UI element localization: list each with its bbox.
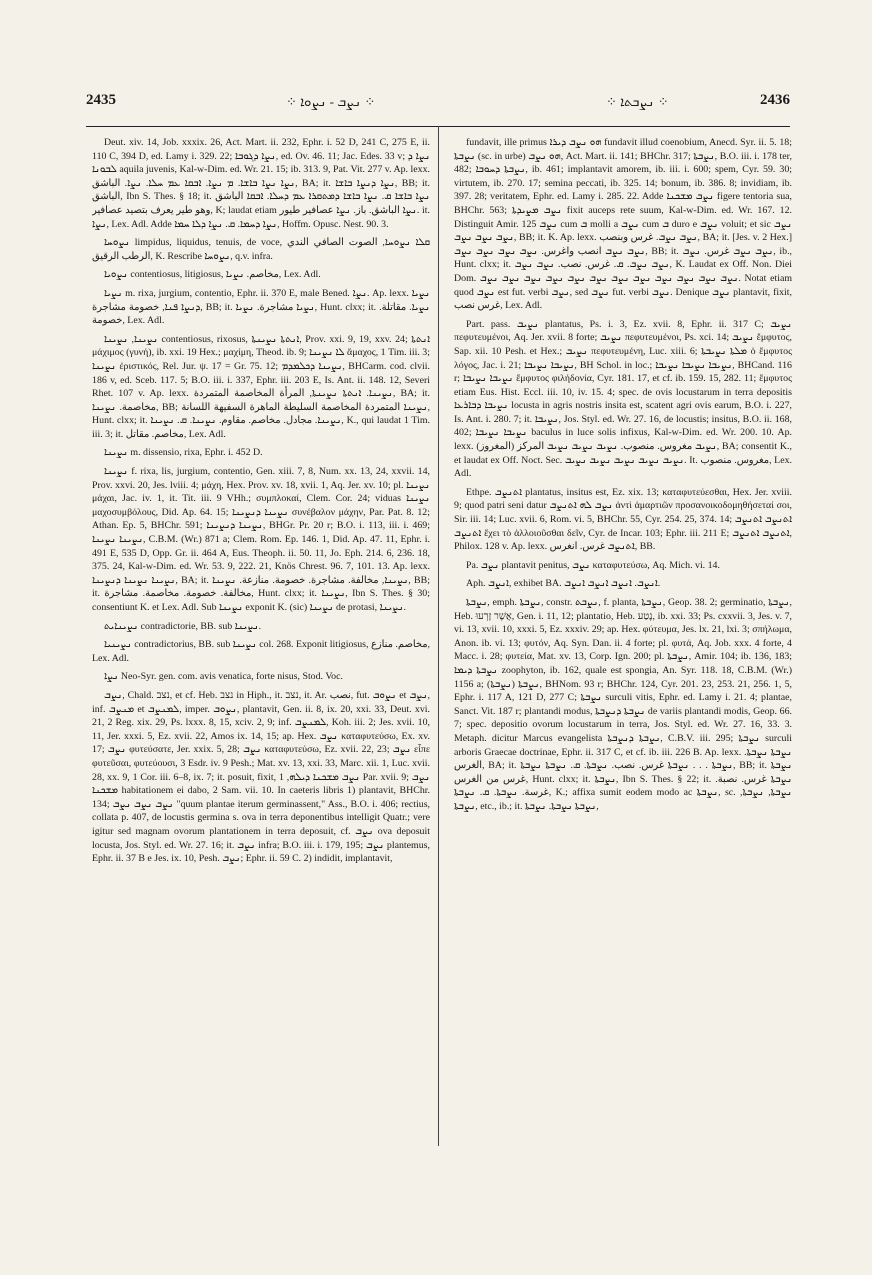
dictionary-entry: Deut. xiv. 14, Job. xxxix. 26, Act. Mart. ii. 232, Ephr. i. 52 D, 241 C, 275 E, ii. 110 C, 394 D, ed. Lamy i. 329. 22; ܢܨܐ ܕܓܘܒܐ, ed. Ov. 46. 11; Jac. Edes. 33 v; ܢܨܐ ܕ ܠܒܘܢܐ aquila juvenis, Kal-w-Dim. ed. Wr. 21. 15; ib. 313. 9, Pat. Vit. 277 v. Ap. lexx. ܢܨܐ ܢܨܐ ܒܐܫܐ. ܡ ܢܨܐ. ܐܒܩܐ ܥܡ ܚܠܐ. ܢܨܐ. الباشق, BA; it. ܢܨܐ ܕܢܨܐ ܒܐܫܐ, BB; it. الباشق, Ibn S. Thes. § 18; it. ܢܨܐ ܒܐܫܐ ܩ. ܢܨܐ ܒܐܫܐ ܕܡܬܩܪܐ ܥܡ ܕܚܠܐ. ܐܒܩܐ الباشق وهو طير يعرف بتصيد عصافير, K; laudat etiam ܢܨܐ الباشق. باز. ܢܨܐ عصافير طيور. it. ܢܨܐ, Lex. Adl. Adde ܢܨܐ ܕܚܡܐ. ܩ. ܢܨܐ ܕܠܐ ܚܡܐ, Hoffm. Opusc. Nest. 90. 3. <box>92 137 430 230</box>
dictionary-entry: fundavit, ille primus ܗܘ ܢܨܒ ܕܝܪܐ fundavit illud coenobium, Anecd. Syr. ii. 5. 18; ܢܨܒܬܐ (sc. in urbe) ܗܘ ܢܨܒ, Act. Mart. ii. 141; BHChr. 317; ܢܨܒܬܐ, B.O. iii. i. 178 ter, 482; ܢܨܒܬܐ ܕܚܘܒܐ, ib. 461; implantavit amorem, ib. iii. i. 600; spem, Cyr. 59. 30; virtutem, ib. 270. 17; semina peccati, ib. 325. 14; bonum, ib. 386. 8; invidiam, ib. 397. 28; veritatem, Ephr. ed. Lamy i. 285. 22. Adde ܢܨܒ ܡܫܟܢܐ figere tentoria sua, BHChr. 563; ܢܨܒ ܡܨܝܕܬܐ fixit auceps rete suum, Kal-w-Dim. ed. Wr. 167. 12. Distinguit Amir. 125 ܢܨܒ cum ܒ molli a ܢܨܒ cum ܒ duro e ܢܨܒ voluit; et sic ܢܨܒ ܢܨܒ ܢܨܒ ܢܨܒ, BB; it. K. Ap. lexx. ܢܨܒ ܢܨܒ. غرس وبنصب, BA; it. [Jes. v. 2 Hex.] ܢܨܒ ܢܨܒ انصب واغرس. ܢܨܒ ܢܨܒ ܢܨܒ ܢܨܒ, BB; it. ܢܨܒ ܢܨܒ غرس. ܢܨܒ, ib., Hunt. clxx; it. ܢܨܒ ܢܨܒ. ܩ. غرس. نصب. ܢܨܒ ܢܨܒ, K. Laudat ex Off. Non. Diei Dom. ܢܨܒ ܢܨܒ ܢܨܒ ܢܨܒ ܢܨܒ ܢܨܒ ܢܨܒ ܢܨܒ ܢܨܒ ܢܨܒ ܢܨܒ ܢܨܒ. Notat etiam quod ܢܨܒ est fut. verbi ܢܨܒ, sed ܢܨܒ fut. verbi ܢܨܒ. Denique ܢܨܒ plantavit, fixit, غرس نصب, Lex. Adl. <box>454 137 792 312</box>
dictionary-entry: ܢܨܝܢܐ, ܢܨܝܢܐ contentiosus, rixosus, ܐܢܬܬܐ ܢܨܝܢܬܐ, Prov. xxi. 9, 19, xxv. 24; ܐܢܬܬܐ μάχιμος (γυνή), ib. xxi. 19 Hex.; μαχίμη, Theod. ib. 9; ܠܐ ܢܨܝܢܐ ἄμαχος, 1 Tim. iii. 3; ܢܨܝܢܐ ἐριστικός, Rel. Jur. ψ. 17 = Gr. 75. 12; ܢܨܝܢܐ ܕܟܠܡܕܡ, BHCarm. cod. clvii. 186 v, ed. Sceb. 117. 5; B.O. iii. i. 337, Ephr. iii. 203 E, Is. Ant. ii. 148. 12, Severi Rhet. 107 v. Ap. lexx. ܢܨܝܢܐ. ܐܢܬܬܐ ܢܨܝܢܬܐ, المرأة المخاصمة المتمردة, BA; it. مخاصمة. ܢܨܝܢܐ, BB; ܢܨܝܢܐ المتمردة المخاصمة السليطة الماهرة السفيهة اللسانة, Hunt. clxx; it. ܢܨܝܢܐ. مجادل. مخاصم. مقاوم. ܢܨܝܢܐ. ܩ. ܢܨܝܢܐ, K., qui laudat 1 Tim. iii. 3; it. مخاصم. مقاتل, Lex. Adl. <box>92 333 430 440</box>
dictionary-entry: ܢܨܝܢܐܝܬ contradictorie, BB. sub ܢܨܝܢܐ. <box>104 620 262 632</box>
page-header <box>86 92 790 116</box>
column-divider <box>438 126 439 1146</box>
dictionary-entry: ܢܨܝܢܐ m. dissensio, rixa, Ephr. i. 452 D. <box>104 447 263 459</box>
left-column <box>92 136 430 1146</box>
dictionary-entry: ܢܨܒܬܐ, emph. ܢܨܒܬܐ, constr. ܢܨܒܬ, f. planta, ܢܨܒܬܐ, Geop. 38. 2; germinatio, ܢܨܒܬܐ, Heb. אֲשֶׁר זָרְעוּ, Gen. i. 11, 12; plantatio, Heb. נֶטַע, ib. xxi. 33; Ps. cxxvii. 3, Jes. v. 7, vi. 13, xvii. 10, xxxi. 5, Ez. xxxiv. 29; ap. Hex. φύτευμα, Jes. lx. 21, lxi. 3; σπήλωμα, Anon. ib. vi. 13; φυτόν, Aq. Syn. Dan. ii. 4 forte; pl. φυτά, Aq. Job. xxx. 4 forte, 4 Macc. i. 28; φυτεία, Mat. xv. 13, Corp. Ign. 200; pl. ܢܨܒܬܐ, Amir. 104; ib. 136, 183; ܢܨܒܬܐ ܕܝܡܐ zoophyton, ib. 162, quale est spongia, An. Syr. 118. 18, C.B.M. (Wr.) 1156 a; ܢܨܒܬܐ (ܢܨܒܬܐ), BHNom. 93 r; BHChr. 124, Cyr. 201. 23, 253. 21, 256. 1, 5, Ephr. i. 117 A, 121 D, 277 C; ܢܨܒܬܐ surculi vitis, Ephr. ed. Lamy i. 21. 4; plantae, Sanct. Vit. 187 r; plantandi modus, ܢܨܒܬܐ ܕܢܨܒܬܐ de variis plantandi modis, Geop. 66. 7; spec. depositio ovorum locustarum in terra, Jos. Styl. ed. Wr. 27. 16, 33. 3. Metaph. dicitur Marcus evangelista ܢܨܒܬܐ ܕܢܨܒܬܐ, C.B.V. iii. 295; ܢܨܒܬܐ surculi arboris Graecae doctrinae, Ephr. ii. 317 C, et cf. ib. iii. 226 B. Ap. lexx. ܢܨܒܬܐ ܢܨܒܬܐ. الغرس, BA; it. ܢܨܒܬܐ . . . ܢܨܒܬܐ غرس. نصب. ܢܨܒܬܐ. ܩ. ܢܨܒܬܐ ܢܨܒܬܐ, BB; it. ܢܨܒܬܐ غرس من الغرس, Hunt. clxx; it. ܢܨܒܬܐ, Ibn S. Thes. § 22; it. ܢܨܒܬܐ غرس. نصبة. غرسة. ܢܨܒܬܐ. ܩ. ܢܨܒܬܐ, K.; affixa sumit eodem modo ac ܢܨܒܬܐ, sc. ܢܨܒܬܐ, ܢܨܒܬܐ, ܢܨܒܬܐ, etc., ib.; it. ܢܨܒܬܐ ܢܨܒܬܐ. ܢܨܒܬܐ, <box>454 597 792 812</box>
dictionary-entry: Part. pass. ܢܨܝܒ plantatus, Ps. i. 3, Ez. xvii. 8, Ephr. ii. 317 C; ܢܨܝܒ πεφυτευμένοι, Aq. Jer. xvii. 8 forte; ܢܨܝܒ πεφυτευμένοι, Ps. xci. 14; ܢܨܝܒ ἔμφυτος, Sap. xii. 10 Pesh. et Hex.; ܢܨܝܒ πεφυτευμένη, Luc. xiii. 6; ܡܠܬܐ ܢܨܝܒܬܐ ὁ ἔμφυτος λόγος, Jac. i. 21; ܢܨܝܒܐ ܢܨܝܒܐ, BH Schol. in loc.; ܢܨܝܒܐ ܢܨܝܒܐ ܢܨܝܒܐ, BHCand. 116 r; ܢܨܝܒܐ ܢܨܝܒܐ ἔμφυτος φιλήδονία, Cyr. 181. 17, et cf. ib. 159. 15, 282. 11; ἔμφυτος etiam Eus. Hist. Eccl. iii. 10, iv. 15. 4; spec. de ovis locustarum in terra depositis ܢܨܝܒܐ ܕܒܐܪܥܐ locusta in agris nostris insita est, scatent agri ovis earum, B.O. i. 227, Is. Ant. i. 280. 7; it. ܢܨܝܒܐ, Jos. Styl. ed. Wr. 27. 16, de locustis; insitus, B.O. ii. 168, 402; ܢܨܝܒܐ ܢܨܝܒܐ baculus in luce solis infixus, Kal-w-Dim. ed. Wr. 200. 10. Ap. lexx. ܢܨܝܒ مغروس. منصوب. ܢܨܝܒ ܢܨܝܒ ܢܨܝܒ المركز (المغروز), BA; consentit K., et laudat ex Off. Noct. Sec. ܢܨܝܒ ܢܨܝܒ ܢܨܝܒ ܢܨܝܒ ܢܨܝܒ. It. مغروس. منصوب, Lex. Adl. <box>454 318 792 480</box>
right-column <box>454 136 792 1146</box>
right-running-head: ⁘ ܢܨܒܬܐ ⁘ <box>606 94 669 109</box>
dictionary-entry: ܢܨܝܢܐ f. rixa, lis, jurgium, contentio, Gen. xiii. 7, 8, Num. xx. 13, 24, xxvii. 14, Prov. xxvi. 20, Jes. lviii. 4; μάχη, Hex. Prov. xv. 18, xvii. 1, Aq. Jer. xv. 10; pl. ܢܨܝܢܐ μάχαι, Jac. iv. 1, it. Tit. iii. 9 VHh.; συμπλοκαί, Clem. Cor. 24; viduas ܢܨܝܢܐ μαχοσυμβόλους, Did. Ap. 64. 15; ܢܨܝܢܐ ܕܢܨܝܢܐ συνέβαλον μάχην, Par. Pat. 8. 12; Athan. Ep. 5, BHChr. 591; ܢܨܝܢܐ ܕܢܨܝܢܐ, BHGr. Pr. 20 r; B.O. i. 113, iii. i. 469; ܢܨܝܢܐ ܢܨܝܢܐ, C.B.M. (Wr.) 871 a; Clem. Rom. Ep. 146. 1, Did. Ap. 47. 11, Ephr. i. 491 E, 535 D, Opp. Gr. ii. 464 A, Eus. Theoph. ii. 50. 11, Jo. Eph. 214. 6, 236. 18, 375. 24, Kal-w-Dim. ed. Wr. 53. 9, 222. 21, Knös Chrest. 96. 7, 101. 13. Ap. lexx. ܢܨܝܢܐ ܢܨܝܢܐ ܕܢܨܝܢܐ, BA; it. ܢܨܝܢܐ, مخالفة. مشاجرة. خصومة. منازعة. ܢܨܝܢܐ, BB; it. مخالفة. خصومة. مخاصمة. مشاجرة, Hunt. clxx; it. ܢܨܝܢܐ, Ibn S. Thes. § 30; consentiunt K. et Lex. Adl. Sub ܢܨܝܢܐ exponit K. (sic) ܢܨܝܢܐ de protasi, ܢܨܝܢܐ. <box>92 466 430 613</box>
dictionary-entry: Ethpe. ܐܬܢܨܒ plantatus, insitus est, Ez. xix. 13; καταφυτεύεσθαι, Hex. Jer. xviii. 9; quod patri seni datur ܢܨܒ ܠܗ ܐܬܢܨܒ ἀντὶ ἁμαρτιῶν προσανοικοδομηθήσεταί σοι, Sir. iii. 14; Luc. xvii. 6, Rom. vi. 5, BHChr. 55, Cyr. 254. 25, 374. 14; ܐܬܢܨܒ ܐܬܢܨܒ ܐܬܢܨܒ ἔχει τὸ ἀλλοιοῦσθαι δεῖν, Cyr. de Incar. 103; Ephr. iii. 211 E; ܐܬܢܨܒ ܐܬܢܨܒ, Philox. 128 v. Ap. lexx. ܐܬܢܨܒ غرس. انغرس, BB. <box>454 486 792 553</box>
left-running-head: ⁘ ܢܨܒ - ܢܨܘܐ ⁘ <box>286 94 376 109</box>
dictionary-entry: ܢܨܝܢܝܐ contradictorius, BB. sub ܢܨܝܢܐ col. 268. Exponit litigiosus, مخاصم. منازع, Lex. Adl. <box>92 639 430 664</box>
dictionary-entry: ܢܨܘܝܐ contentiosus, litigiosus, مخاصم. ܢܨܝܐ, Lex. Adl. <box>104 269 321 281</box>
dictionary-entry: ܢܨܐ Neo-Syr. gen. com. avis venatica, forte nisus, Stod. Voc. <box>104 671 343 683</box>
dictionary-entry: Pa. ܢܨܒ plantavit penitus, ܢܨܒ καταφυτεύσω, Aq. Mich. vi. 14. <box>466 559 720 571</box>
left-page-number: 2435 <box>86 92 116 108</box>
dictionary-entry: ܢܨܒ, Chald. נצב, et cf. Heb. נצב in Hiph., it. נצב, it. Ar. نصب, fut. ܢܨܘܒ et ܢܨܒ, inf. ܡܢܨܒ et ܠܡܢܨܒ, imper. ܢܨܘܒ, plantavit, Gen. ii. 8, ix. 20, xxi. 33, Deut. xvi. 21, 2 Reg. xix. 29, Ps. lxxx. 8, 15, xciv. 2, 9; inf. ܠܡܢܨܒ, Koh. iii. 2; Jes. xvii. 10, 11, Jer. xxxi. 5, Ez. xvii. 22, Amos ix. 14, 15; ap. Hex. ܢܨܒ καταφυτεύσω, Ex. xv. 17; ܢܨܒ φυτεύσατε, Jer. xxix. 5, 28; ܢܨܒ καταφυτεύσω, Ez. xvii. 22, 23; ܢܨܒ εἶπε φυτεῦσαι, φυτεύουσι, 3 Esdr. iv. 9 Pesh.; Mat. xv. 13, xxi. 33, Marc. xii. 1, Luc. xvii. 28, xx. 9, 1 Cor. iii. 6–8, ix. 7; it. posuit, fixit, ܢܨܒ ܡܫܟܢܐ ܕܝܠܗ, 1 Par. xvii. 9; ܢܨܒ ܡܫܟܢܐ habitationem ei dabo, 2 Sam. vii. 10. In caeteris libris 1) plantavit, BHChr. 134; ܢܨܒ ܢܨܒ ܢܨܒ "quum plantae iterum germinassent," Ass., B.O. i. 406; rectius, collata p. 407, de locustis germina s. ova in terra deponentibus intelligit Quatr.; vere igitur sed magnam ovorum plantationem in terra deposuit, cf. ܢܨܒ ova deposuit locusta, Jos. Styl. ed. Wr. 27. 16; it. ܢܨܒ infra; B.O. iii. i. 179, 195; ܢܨܒ plantemus, Ephr. ii. 37 B e Jes. ix. 10, Pesh. ܢܨܒ; Ephr. ii. 59 C. 2) indidit, implantavit, <box>92 689 430 865</box>
dictionary-entry: ܢܨܝܐ m. rixa, jurgium, contentio, Ephr. ii. 370 E, male Bened. ܢܨܐ. Ap. lexx. ܢܨܝܐ ܕܢܨܐ ܦܢܐ, خصومة مشاجرة, BB; it. ܢܨܝܐ مشاجرة. ܢܨܝܐ, Hunt. clxx; it. ܢܨܝܐ. مقاتلة. خصومة, Lex. Adl. <box>92 287 430 327</box>
dictionary-entry: Aph. ܐܢܨܒ, exhibet BA. ܐܢܨܒ. ܐܢܨܒ ܐܢܨܒ ܐܢܨܒ. <box>466 578 661 590</box>
right-page-number: 2436 <box>760 92 790 108</box>
dictionary-entry: ܢܨܘܚܐ limpidus, liquidus, tenuis, de voce, ܩܠܐ ܢܨܘܚܐ, الصوت الصافي الندي الرطب الرقيق, K. Rescribe ܢܨܘܚܐ, q.v. infra. <box>92 237 430 262</box>
